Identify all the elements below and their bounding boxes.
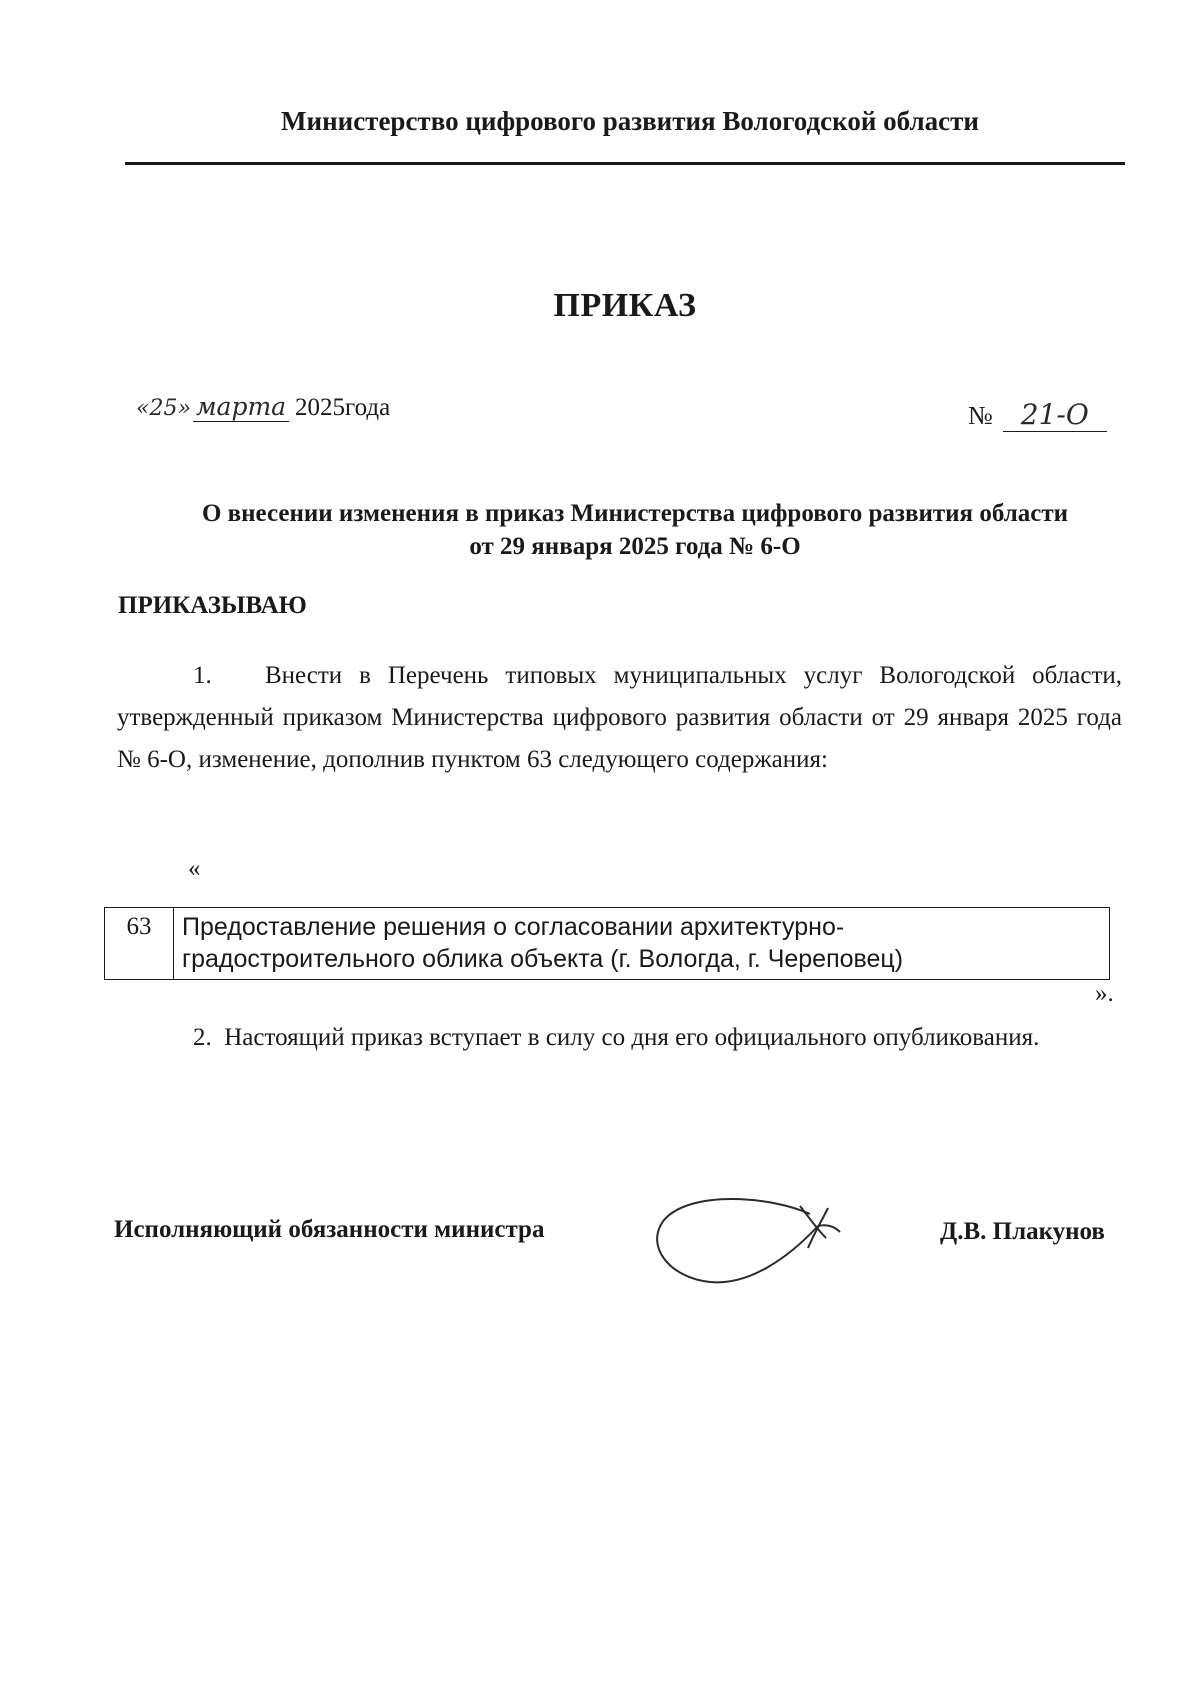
subject-line-1: О внесении изменения в приказ Министерства цифрового развития области	[201, 500, 1069, 527]
item-1-text: Внести в Перечень типовых муниципальных услуг Вологодской области, утвержденный приказом Министерства цифрового развития области от 29 января 2025 года № 6-О, изменение, дополнив пунктом 63 следующего содержания:	[117, 662, 1122, 773]
header-divider	[125, 162, 1125, 165]
item-2-number: 2.	[193, 1024, 212, 1051]
insert-open-quote: «	[188, 855, 201, 882]
date-month: марта	[193, 392, 289, 422]
date-day: 25	[149, 396, 178, 421]
order-date	[136, 392, 390, 422]
number-label: №	[968, 401, 993, 430]
order-item-2	[117, 1017, 1122, 1059]
date-close-quote: »	[177, 396, 191, 421]
ministry-name: Министерство цифрового развития Вологодской области	[281, 106, 979, 136]
table-row	[105, 908, 1110, 980]
insert-table	[104, 907, 1110, 980]
item-1-number: 1.	[193, 662, 212, 689]
row-text-line-2: градостроительного облика объекта (г. Вологда, г. Череповец)	[182, 945, 904, 973]
date-year: 2025	[294, 394, 345, 421]
item-2-text: Настоящий приказ вступает в силу со дня его официального опубликования.	[224, 1024, 1040, 1051]
date-year-suffix: года	[344, 394, 391, 421]
order-item-1	[117, 655, 1122, 781]
number-value: 21-О	[1003, 398, 1107, 432]
row-text-line-1: Предоставление решения о согласовании архитектурно-	[182, 913, 845, 941]
insert-close-quote: ».	[1095, 980, 1114, 1007]
row-number: 63	[105, 908, 174, 980]
subject-line-2: от 29 января 2025 года № 6-О	[469, 533, 801, 560]
order-word: ПРИКАЗЫВАЮ	[118, 592, 307, 619]
document-title: ПРИКАЗ	[553, 287, 697, 324]
signatory-role: Исполняющий обязанности министра	[114, 1216, 545, 1243]
order-number	[968, 398, 1107, 432]
order-subject	[110, 497, 1160, 563]
signatory-name: Д.В. Плакунов	[940, 1218, 1105, 1245]
date-open-quote: «	[136, 396, 150, 421]
handwritten-signature	[650, 1186, 860, 1296]
row-text	[174, 908, 1110, 980]
